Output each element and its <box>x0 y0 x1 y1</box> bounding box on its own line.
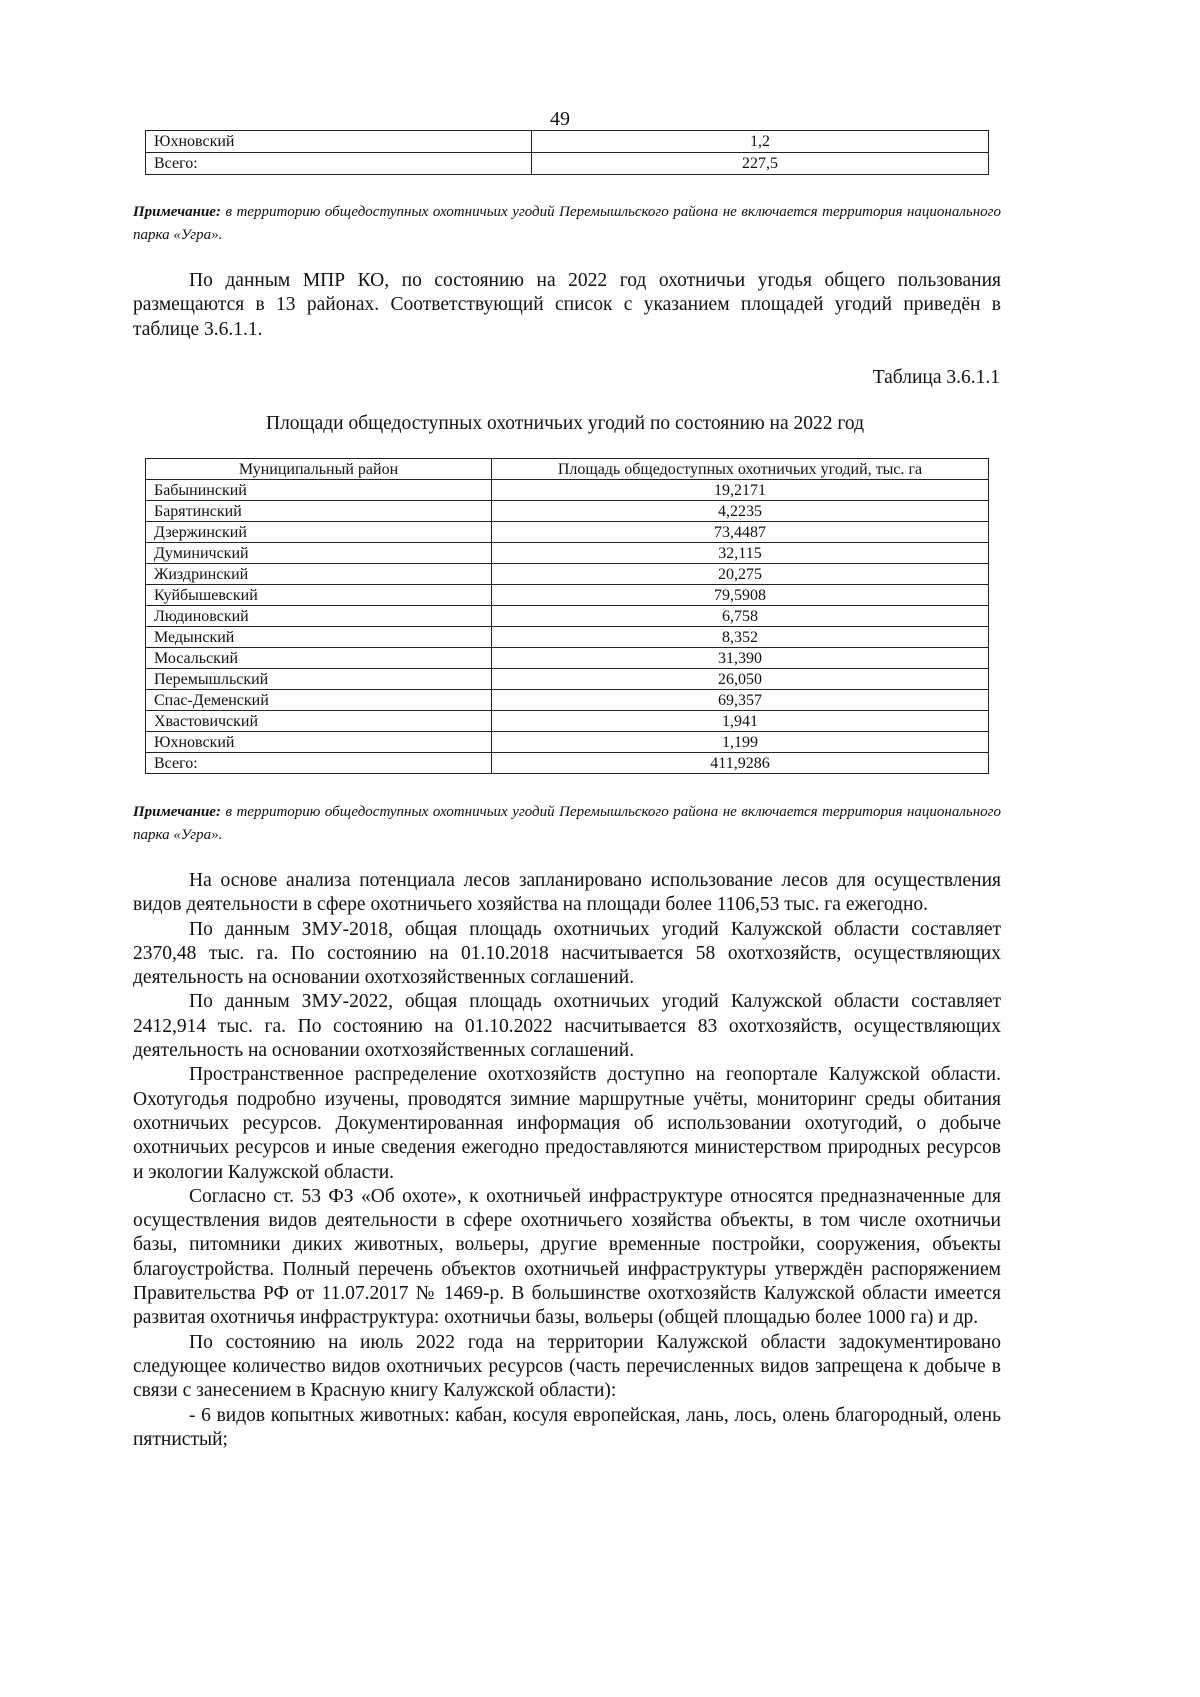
district-cell: Хвастовичский <box>146 711 492 732</box>
paragraph: По состоянию на июль 2022 года на территории Калужской области задокументировано следующее количество видов охотничьих ресурсов (часть перечисленных видов запрещена к добыче в связи с занесением в Красную книгу Калужской области): <box>133 1331 1001 1402</box>
table-row <box>146 480 989 501</box>
district-cell: Перемышльский <box>146 669 492 690</box>
table-row <box>146 690 989 711</box>
area-value-cell: 8,352 <box>492 627 989 648</box>
district-cell: Дзержинский <box>146 522 492 543</box>
district-cell: Всего: <box>146 153 532 175</box>
table-row <box>146 669 989 690</box>
table-row <box>146 564 989 585</box>
area-value-cell: 26,050 <box>492 669 989 690</box>
header-district: Муниципальный район <box>146 459 492 480</box>
table-note-2 <box>133 801 1001 847</box>
table-row <box>146 131 989 153</box>
district-cell: Спас-Деменский <box>146 690 492 711</box>
table-row <box>146 711 989 732</box>
table-header-row <box>146 459 989 480</box>
area-value-cell: 31,390 <box>492 648 989 669</box>
value-cell: 1,2 <box>532 131 989 153</box>
table-row <box>146 543 989 564</box>
area-value-cell: 1,941 <box>492 711 989 732</box>
district-cell: Мосальский <box>146 648 492 669</box>
area-value-cell: 411,9286 <box>492 753 989 774</box>
table-row <box>146 732 989 753</box>
area-value-cell: 73,4487 <box>492 522 989 543</box>
table-title: Площади общедоступных охотничьих угодий по состоянию на 2022 год <box>265 413 864 434</box>
area-value-cell: 32,115 <box>492 543 989 564</box>
district-cell: Медынский <box>146 627 492 648</box>
note-label: Примечание: <box>133 804 221 820</box>
table-caption: Таблица 3.6.1.1 <box>872 367 1000 388</box>
area-value-cell: 1,199 <box>492 732 989 753</box>
list-item: - 6 видов копытных животных: кабан, косуля европейская, лань, лось, олень благородный, олень пятнистый; <box>133 1404 1001 1450</box>
paragraph: По данным ЗМУ-2018, общая площадь охотничьих угодий Калужской области составляет 2370,48 тыс. га. По состоянию на 01.10.2018 насчитывается 58 охотхозяйств, осуществляющих деятельность на основании охотхозяйственных соглашений. <box>133 918 1001 989</box>
paragraph: Пространственное распределение охотхозяйств доступно на геопортале Калужской области. Охотугодья подробно изучены, проводятся зимние маршрутные учёты, мониторинг среды обитания охотничьих ресурсов. Документированная информация об использовании охотугодий, о добыче охотничьих ресурсов и иные сведения ежегодно предоставляются министерством природных ресурсов и экологии Калужской области. <box>133 1064 1001 1183</box>
area-value-cell: 20,275 <box>492 564 989 585</box>
note-text: в территорию общедоступных охотничьих угодий Перемышльского района не включается территория национального парка «Угра». <box>133 204 1001 243</box>
district-cell: Жиздринский <box>146 564 492 585</box>
header-area: Площадь общедоступных охотничьих угодий, тыс. га <box>492 459 989 480</box>
table-note <box>133 201 1001 247</box>
district-cell: Юхновский <box>146 131 532 153</box>
district-cell: Всего: <box>146 753 492 774</box>
intro-paragraph: По данным МПР КО, по состоянию на 2022 год охотничьи угодья общего пользования размещаются в 13 районах. Соответствующий список с указанием площадей угодий приведён в таблице 3.6.1.1. <box>133 270 1001 340</box>
paragraph: На основе анализа потенциала лесов запланировано использование лесов для осуществления видов деятельности в сфере охотничьего хозяйства на площади более 1106,53 тыс. га ежегодно. <box>133 870 1001 916</box>
hunting-grounds-table <box>145 458 989 774</box>
note-label: Примечание: <box>133 204 221 220</box>
district-cell: Барятинский <box>146 501 492 522</box>
table-row <box>146 606 989 627</box>
body-text <box>133 869 1001 1452</box>
table-row <box>146 501 989 522</box>
note-text: в территорию общедоступных охотничьих угодий Перемышльского района не включается территория национального парка «Угра». <box>133 804 1001 843</box>
area-value-cell: 69,357 <box>492 690 989 711</box>
area-value-cell: 79,5908 <box>492 585 989 606</box>
table-row <box>146 153 989 175</box>
area-value-cell: 6,758 <box>492 606 989 627</box>
table-row <box>146 522 989 543</box>
area-value-cell: 19,2171 <box>492 480 989 501</box>
area-value-cell: 4,2235 <box>492 501 989 522</box>
table-row <box>146 627 989 648</box>
value-cell: 227,5 <box>532 153 989 175</box>
table-row <box>146 753 989 774</box>
previous-table-continuation <box>145 130 989 175</box>
district-cell: Бабынинский <box>146 480 492 501</box>
table-row <box>146 585 989 606</box>
paragraph: По данным ЗМУ-2022, общая площадь охотничьих угодий Калужской области составляет 2412,914 тыс. га. По состоянию на 01.10.2022 насчитывается 83 охотхозяйств, осуществляющих деятельность на основании охотхозяйственных соглашений. <box>133 991 1001 1062</box>
district-cell: Людиновский <box>146 606 492 627</box>
district-cell: Думиничский <box>146 543 492 564</box>
table-row <box>146 648 989 669</box>
district-cell: Юхновский <box>146 732 492 753</box>
paragraph: Согласно ст. 53 ФЗ «Об охоте», к охотничьей инфраструктуре относятся предназначенные для осуществления видов деятельности в сфере охотничьего хозяйства объекты, в том числе охотничьи базы, питомники диких животных, вольеры, другие временные постройки, сооружения, объекты благоустройства. Полный перечень объектов охотничьей инфраструктуры утверждён распоряжением Правительства РФ от 11.07.2017 № 1469-р. В большинстве охотхозяйств Калужской области имеется развитая охотничья инфраструктура: охотничьи базы, вольеры (общей площадью более 1000 га) и др. <box>133 1185 1001 1329</box>
page-number: 49 <box>550 108 570 130</box>
district-cell: Куйбышевский <box>146 585 492 606</box>
